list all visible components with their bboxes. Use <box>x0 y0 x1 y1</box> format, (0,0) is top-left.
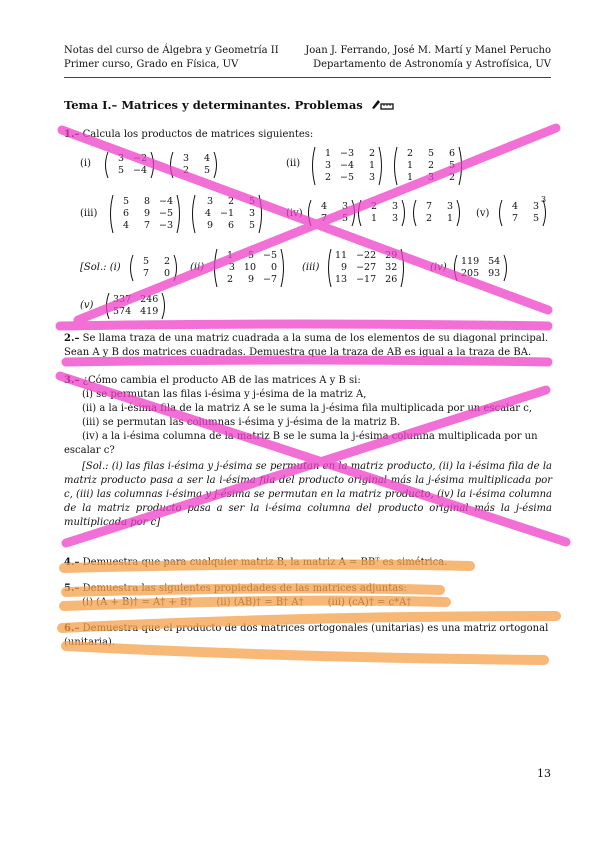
matrix-cell: −17 <box>356 274 377 285</box>
matrix-cell: −3 <box>340 148 355 159</box>
matrix-row <box>221 250 277 262</box>
matrix-row <box>401 172 455 184</box>
matrix-cell: 1 <box>368 160 376 171</box>
right-paren <box>503 254 509 282</box>
matrix-cell: 7 <box>320 213 327 224</box>
matrix-cell: 29 <box>385 250 398 261</box>
matrix-cell: 4 <box>122 220 129 231</box>
matrix-row <box>113 306 158 318</box>
matrix-cell: 2 <box>406 148 413 159</box>
matrix-cell: 5 <box>448 160 455 171</box>
matrix-cell: 2 <box>227 196 235 207</box>
sol-label-iv: (iv) <box>430 262 447 273</box>
matrix-row <box>137 256 170 268</box>
matrix-cell: 119 <box>461 256 480 267</box>
matrix-cell: 419 <box>140 306 159 317</box>
matrix-row <box>365 213 398 225</box>
label-ii: (ii) <box>286 158 301 169</box>
page-number: 13 <box>537 767 551 780</box>
matrix <box>108 194 182 234</box>
matrix-cell: −1 <box>220 208 235 219</box>
matrix <box>452 254 509 282</box>
matrix-cell: 32 <box>385 262 398 273</box>
right-paren <box>456 199 462 227</box>
matrix-cell: −27 <box>356 262 377 273</box>
right-paren <box>176 194 182 234</box>
matrix-row <box>117 220 173 232</box>
matrix <box>392 146 464 186</box>
matrix-row <box>506 213 539 225</box>
problem-1-number: 1.– <box>64 129 80 140</box>
matrix <box>212 248 286 288</box>
matrix-cell: 9 <box>341 262 348 273</box>
header-right-line1: Joan J. Ferrando, José M. Martí y Manel Perucho <box>305 45 551 56</box>
matrix-cell: 2 <box>182 165 189 176</box>
matrix-cell: 1 <box>406 172 413 183</box>
matrix-cell: 4 <box>320 201 327 212</box>
matrix-cell: 5 <box>341 213 348 224</box>
label-iii: (iii) <box>80 208 98 219</box>
problem-5 <box>64 582 552 610</box>
matrix-cell: 9 <box>143 208 150 219</box>
matrix-cell: 9 <box>206 220 214 231</box>
magenta-underline-stroke <box>66 360 548 362</box>
problem-3-text: ¿Cómo cambia el producto AB de las matrices A y B si: <box>79 375 361 386</box>
page-title <box>64 98 394 112</box>
matrix-row <box>401 148 455 160</box>
matrix-cell: 5 <box>122 196 129 207</box>
matrix-cell: 7 <box>142 268 149 279</box>
matrix-cell: 3 <box>324 160 331 171</box>
matrix-row <box>335 250 397 262</box>
matrix-cell: 2 <box>370 201 377 212</box>
matrix <box>306 199 357 227</box>
magenta-underline-stroke <box>60 324 548 326</box>
problem-5-item: (ii) (AB)† = B† A† <box>216 597 304 608</box>
matrix-cell: 2 <box>226 274 233 285</box>
matrix-cell: 5 <box>532 213 539 224</box>
matrix-cell: −5 <box>340 172 355 183</box>
matrix-row <box>315 201 348 213</box>
matrix-cell: −5 <box>263 250 278 261</box>
exponent: 3 <box>541 195 547 204</box>
problem-6 <box>64 622 552 650</box>
matrix-cell: 2 <box>448 172 455 183</box>
matrix-cell: 3 <box>341 201 348 212</box>
header-left <box>64 44 279 72</box>
problem-5-text: Demuestra las siguientes propiedades de las matrices adjuntas: <box>79 583 407 594</box>
matrix-cell: 0 <box>163 268 170 279</box>
matrix-cell: 5 <box>117 165 124 176</box>
label-iv: (iv) <box>286 208 303 219</box>
solution-label: [Sol.: (i) <box>80 262 121 273</box>
matrix-row <box>365 201 398 213</box>
pencil-ruler-icon <box>370 98 394 110</box>
matrix-cell: 5 <box>142 256 149 267</box>
matrix <box>310 146 384 186</box>
right-paren <box>280 248 286 288</box>
matrix-cell: 1 <box>446 213 453 224</box>
matrix <box>190 194 264 234</box>
matrix-cell: −7 <box>263 274 278 285</box>
matrix-cell: 6 <box>227 220 235 231</box>
matrix <box>326 248 406 288</box>
matrix-cell: −4 <box>159 196 174 207</box>
matrix-row <box>199 208 255 220</box>
matrix-cell: 2 <box>163 256 170 267</box>
matrix-cell: 5 <box>427 148 434 159</box>
matrix-cell: 3 <box>117 153 124 164</box>
matrix <box>356 199 407 227</box>
matrix-row <box>113 294 158 306</box>
problem-3-item: (i) se permutan las filas i-ésima y j-ésima de la matriz A, <box>82 389 367 400</box>
matrix-cell: −2 <box>133 153 148 164</box>
matrix-cell: 3 <box>446 201 453 212</box>
matrix-cell: 1 <box>226 250 233 261</box>
problem-1 <box>64 128 552 142</box>
matrix-row <box>319 148 375 160</box>
matrix-row <box>221 274 277 286</box>
problem-2 <box>64 332 552 360</box>
problem-5-item: (i) (A + B)† = A† + B† <box>82 597 193 608</box>
header-left-line2: Primer curso, Grado en Física, UV <box>64 59 239 70</box>
matrix-cell: 26 <box>385 274 398 285</box>
matrix-cell: 13 <box>335 274 348 285</box>
header-divider <box>64 77 551 78</box>
sol-label-v: (v) <box>80 300 94 311</box>
header-right-line2: Departamento de Astronomía y Astrofísica, UV <box>313 59 551 70</box>
matrix-cell: 11 <box>335 250 348 261</box>
problem-3-item: (iii) se permutan las columnas i-ésima y j-ésima de la matriz B. <box>82 417 401 428</box>
label-v: (v) <box>476 208 490 219</box>
right-paren <box>401 199 407 227</box>
matrix-cell: 3 <box>228 262 235 273</box>
matrix-cell: 6 <box>122 208 129 219</box>
matrix-cell: 7 <box>143 220 150 231</box>
matrix-cell: 4 <box>204 208 211 219</box>
matrix-row <box>335 262 397 274</box>
problem-5-item: (iii) (cA)† = c*A† <box>327 597 412 608</box>
matrix-cell: 8 <box>143 196 150 207</box>
matrix-cell: 2 <box>368 148 376 159</box>
matrix-row <box>199 220 255 232</box>
matrix-cell: 0 <box>270 262 278 273</box>
matrix-cell: 3 <box>532 201 539 212</box>
matrix-cell: 7 <box>511 213 518 224</box>
matrix-row <box>319 160 375 172</box>
problem-3-solution: [Sol.: (i) las filas i-ésima y j-ésima se permutan en la matriz producto, (ii) la i-ésima fila de la matriz producto pasa a ser la i-ésima fila del producto original más la j-ésima multiplicada por c, (iii) las columnas i-ésima y j-ésima se permutan en la matriz producto, (iv) la i-ésima columna de la matriz producto pasa a ser la i-ésima columna del producto original más la j-ésima multiplicada por c] <box>64 461 552 528</box>
matrix-row <box>177 165 210 177</box>
problem-4 <box>64 556 552 570</box>
matrix-cell: 3 <box>368 172 376 183</box>
right-paren <box>150 151 156 179</box>
problem-6-text: Demuestra que el producto de dos matrices ortogonales (unitarias) es una matriz ortogonal (unitaria). <box>64 623 549 648</box>
title-text: Tema I.– Matrices y determinantes. Problemas <box>64 98 363 112</box>
right-paren <box>161 292 167 320</box>
problem-1-text: Calcula los productos de matrices siguientes: <box>79 129 314 140</box>
matrix-cell: 6 <box>448 148 455 159</box>
matrix-cell: −3 <box>159 220 174 231</box>
matrix-cell: 7 <box>425 201 432 212</box>
matrix-cell: 9 <box>247 274 254 285</box>
matrix <box>103 151 156 179</box>
matrix-row <box>221 262 277 274</box>
problem-5-number: 5.– <box>64 583 80 594</box>
matrix-cell: 3 <box>248 208 256 219</box>
matrix-cell: −4 <box>133 165 148 176</box>
problem-2-text: Se llama traza de una matriz cuadrada a la suma de los elementos de su diagonal principal. Sean A y B dos matrices cuadradas. Demuestra que la traza de AB es igual a la traza de BA. <box>64 333 549 358</box>
header-right <box>305 44 551 72</box>
matrix-cell: 93 <box>488 268 501 279</box>
matrix <box>168 151 219 179</box>
matrix <box>104 292 167 320</box>
matrix-row <box>112 165 147 177</box>
matrix-cell: 10 <box>243 262 257 273</box>
matrix-cell: 54 <box>488 256 501 267</box>
matrix-cell: 3 <box>206 196 214 207</box>
right-paren <box>378 146 384 186</box>
matrix-cell: 3 <box>391 201 398 212</box>
matrix-cell: 574 <box>113 306 132 317</box>
problem-3 <box>64 374 552 458</box>
matrix-cell: 5 <box>248 196 256 207</box>
right-paren <box>258 194 264 234</box>
matrix-cell: −5 <box>159 208 174 219</box>
matrix-cell: 4 <box>511 201 518 212</box>
matrix-row <box>461 268 500 280</box>
matrix-cell: 3 <box>427 172 434 183</box>
right-paren <box>213 151 219 179</box>
problem-2-number: 2.– <box>64 333 80 344</box>
matrix-row <box>117 196 173 208</box>
matrix-row <box>401 160 455 172</box>
matrix-row <box>506 201 539 213</box>
matrix-row <box>199 196 255 208</box>
matrix-row <box>315 213 348 225</box>
matrix-cell: −22 <box>356 250 377 261</box>
matrix-cell: 2 <box>324 172 331 183</box>
problem-4-text: Demuestra que para cualquier matriz B, la matriz A = BBᵀ es simétrica. <box>79 557 448 568</box>
matrix-row <box>420 213 453 225</box>
problem-6-number: 6.– <box>64 623 80 634</box>
matrix-row <box>137 268 170 280</box>
problem-4-number: 4.– <box>64 557 80 568</box>
matrix <box>411 199 462 227</box>
right-paren <box>173 254 179 282</box>
matrix-row <box>112 153 147 165</box>
sol-label-ii: (ii) <box>190 262 205 273</box>
header-left-line1: Notas del curso de Álgebra y Geometría II <box>64 45 279 56</box>
matrix-row <box>461 256 500 268</box>
matrix-row <box>319 172 375 184</box>
matrix-cell: 5 <box>203 165 210 176</box>
matrix-row <box>335 274 397 286</box>
matrix <box>128 254 179 282</box>
right-paren <box>458 146 464 186</box>
matrix-cell: 1 <box>324 148 331 159</box>
sol-label-iii: (iii) <box>302 262 320 273</box>
matrix-cell: 5 <box>248 220 256 231</box>
matrix-cell: 246 <box>140 294 159 305</box>
matrix-cell: 2 <box>427 160 434 171</box>
matrix-cell: 205 <box>461 268 480 279</box>
problem-3-item: (iv) a la i-ésima columna de la matriz B se le suma la j-ésima columna multiplicada por un escalar c? <box>64 431 538 456</box>
matrix-cell: 3 <box>182 153 189 164</box>
problem-3-number: 3.– <box>64 375 80 386</box>
matrix-cell: 4 <box>203 153 210 164</box>
matrix-row <box>177 153 210 165</box>
matrix-cell: −4 <box>340 160 355 171</box>
problem-3-item: (ii) a la i-ésima fila de la matriz A se le suma la j-ésima fila multiplicada por un escalar c, <box>82 403 533 414</box>
matrix-row <box>420 201 453 213</box>
matrix-cell: 337 <box>113 294 132 305</box>
matrix-row <box>117 208 173 220</box>
right-paren <box>400 248 406 288</box>
matrix-cell: 1 <box>370 213 377 224</box>
matrix-cell: 5 <box>247 250 254 261</box>
label-i: (i) <box>80 158 92 169</box>
matrix-cell: 2 <box>425 213 432 224</box>
matrix-cell: 1 <box>406 160 413 171</box>
matrix-cell: 3 <box>391 213 398 224</box>
